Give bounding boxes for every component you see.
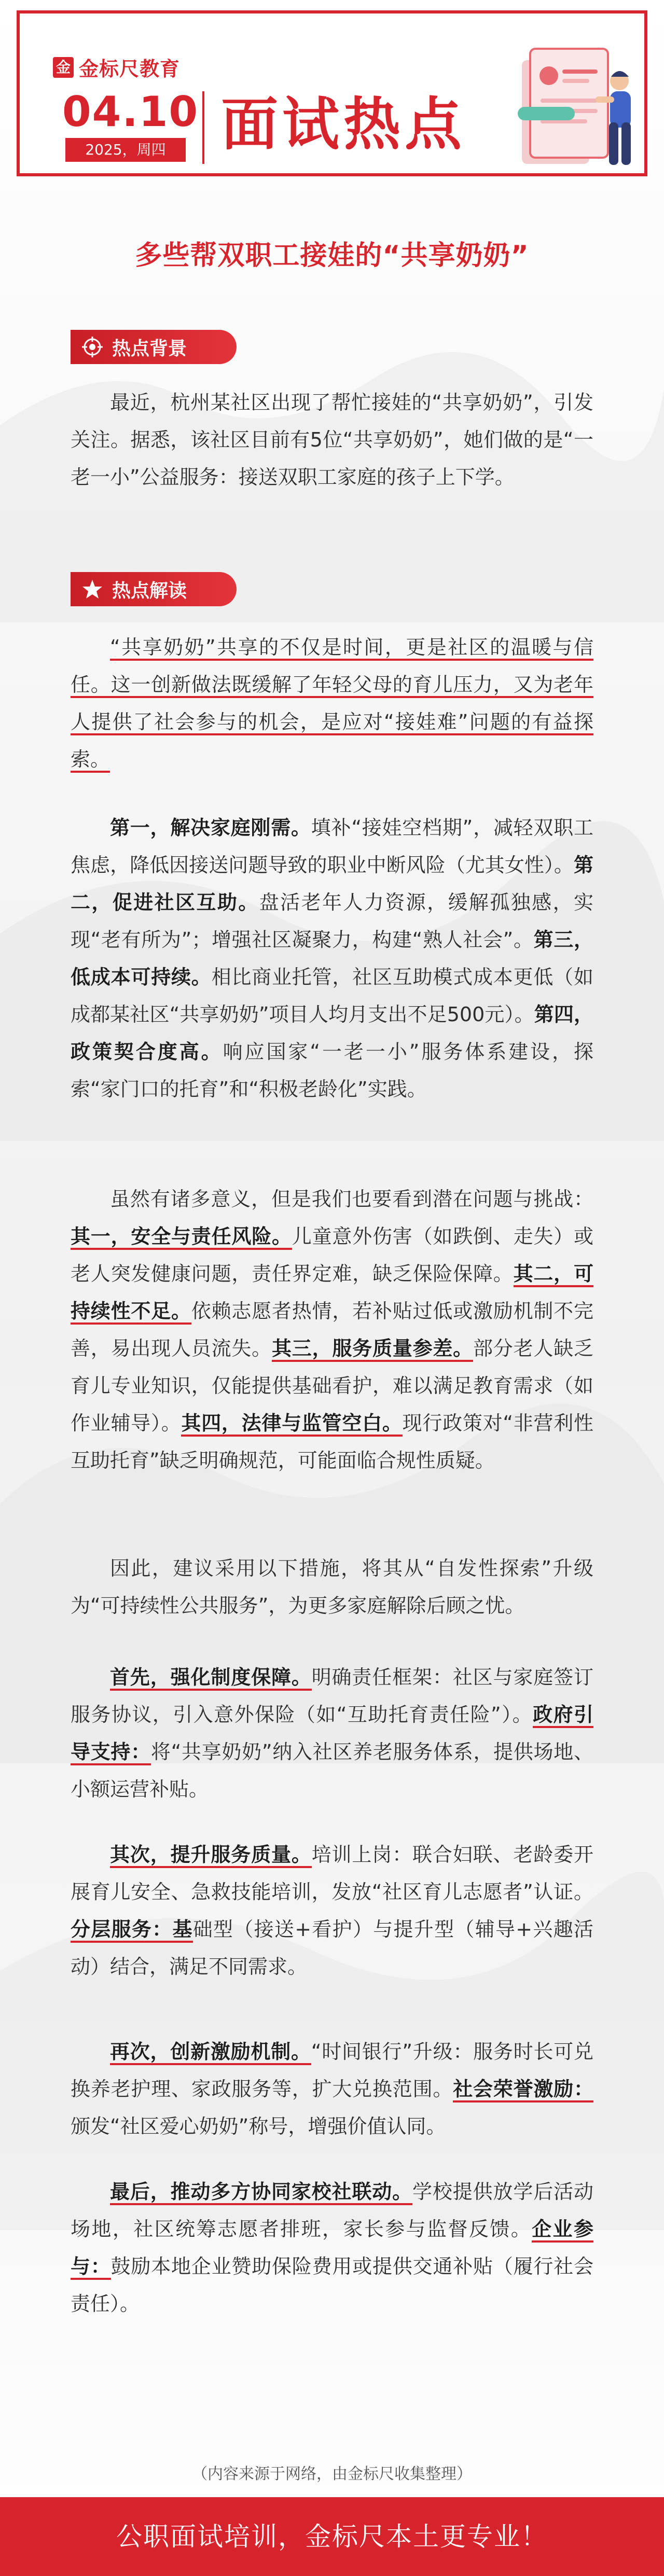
point-text: 学校提供放学后活动场地，社区统筹志愿者排班，家长参与监督反馈。	[71, 2180, 593, 2240]
brand-logo-mark: 金	[53, 57, 74, 78]
paragraph-measure-3	[71, 2033, 593, 2145]
point-heading: 其三，服务质量参差。	[272, 1337, 473, 1362]
point-heading: 其二，可持续性不足。	[71, 1262, 593, 1325]
section-tag-label: 热点解读	[112, 580, 187, 602]
point-heading: 社会荣誉激励：	[453, 2078, 593, 2102]
point-text: 颁发“社区爱心奶奶”称号，增强价值认同。	[71, 2115, 446, 2138]
header-banner	[17, 10, 647, 176]
point-text: 现行政策对“非营利性互助托育”缺乏明确规范，可能面临合规性质疑。	[71, 1412, 593, 1472]
point-text: 础型（接送+看护）与提升型（辅导+兴趣活动）结合，满足不同需求。	[71, 1918, 593, 1978]
point-heading: 最后，推动多方协同家校社联动。	[110, 2180, 412, 2205]
section-tag-analysis	[71, 572, 237, 606]
paragraph-intro-analysis	[71, 629, 593, 778]
paragraph-measure-2	[71, 1836, 593, 1985]
point-text: 盘活老年人力资源，缓解孤独感，实现“老有所为”；增强社区凝聚力，构建“熟人社会”。	[71, 891, 593, 951]
header-divider	[202, 91, 204, 164]
point-heading: 首先，强化制度保障。	[110, 1666, 312, 1691]
point-text: 鼓励本地企业赞助保险费用或提供交通补贴（履行社会责任）。	[71, 2255, 593, 2315]
paragraph-background: 最近，杭州某社区出现了帮忙接娃的“共享奶奶”，引发关注。据悉，该社区目前有5位“共享奶奶”，她们做的是“一老一小”公益服务：接送双职工家庭的孩子上下学。	[71, 391, 593, 489]
section-tag-label: 热点背景	[112, 338, 187, 359]
content-source-note: （内容来源于网络，由金标尺收集整理）	[192, 2465, 472, 2483]
paragraph-measure-4	[71, 2173, 593, 2322]
point-text: 相比商业托管，社区互助模式成本更低（如成都某社区“共享奶奶”项目人均月支出不足500元）。	[71, 966, 593, 1026]
point-text: 明确责任框架：社区与家庭签订服务协议，引入意外保险（如“互助托育责任险”）。	[71, 1666, 593, 1726]
reader-illustration-icon	[518, 45, 642, 174]
point-heading: 其次，提升服务质量。	[110, 1843, 312, 1868]
point-text: 虽然有诸多意义，但是我们也要看到潜在问题与挑战：	[110, 1188, 593, 1210]
star-icon	[82, 579, 103, 600]
point-heading: 再次，创新激励机制。	[110, 2040, 311, 2065]
section-tag-background	[71, 330, 237, 364]
point-heading: 企业参与：	[71, 2218, 593, 2280]
paragraph-measure-1	[71, 1659, 593, 1808]
footer-slogan-banner: 公职面试培训，金标尺本土更专业！	[0, 2497, 664, 2576]
issue-date: 04.10	[62, 88, 199, 136]
point-text: 将“共享奶奶”纳入社区养老服务体系，提供场地、小额运营补贴。	[71, 1740, 593, 1801]
paragraph-challenges	[71, 1180, 593, 1479]
article-title: 多些帮双职工接娃的“共享奶奶”	[135, 240, 529, 271]
point-text: 培训上岗：联合妇联、老龄委开展育儿安全、急救技能培训，发放“社区育儿志愿者”认证。	[71, 1843, 593, 1903]
point-heading: 第三，低成本可持续。	[71, 928, 593, 988]
paragraph-transition: 因此，建议采用以下措施，将其从“自发性探索”升级为“可持续性公共服务”，为更多家庭解除后顾之忧。	[71, 1557, 593, 1617]
point-heading: 第一，解决家庭刚需。	[110, 816, 311, 839]
target-icon	[82, 337, 103, 357]
point-heading: 第四，政策契合度高。	[71, 1003, 593, 1063]
point-heading: 第二，促进社区互助。	[71, 854, 593, 914]
brand-logo	[53, 53, 180, 81]
point-text: 响应国家“一老一小”服务体系建设，探索“家门口的托育”和“积极老龄化”实践。	[71, 1040, 593, 1101]
point-text: 填补“接娃空档期”，减轻双职工焦虑，降低因接送问题导致的职业中断风险（尤其女性）。	[71, 816, 593, 876]
point-text: 部分老人缺乏育儿专业知识，仅能提供基础看护，难以满足教育需求（如作业辅导）。	[71, 1337, 593, 1435]
point-text: 儿童意外伤害（如跌倒、走失）或老人突发健康问题，责任界定难，缺乏保险保障。	[71, 1225, 593, 1285]
issue-date-sub: 2025，周四	[65, 138, 186, 162]
point-heading: 其四，法律与监管空白。	[181, 1412, 402, 1437]
paragraph-significance	[71, 809, 593, 1108]
point-text: 依赖志愿者热情，若补贴过低或激励机制不完善，易出现人员流失。	[71, 1300, 593, 1360]
brand-name: 金标尺教育	[79, 58, 181, 80]
point-heading: 分层服务：基	[71, 1918, 193, 1943]
point-heading: 其一，安全与责任风险。	[71, 1225, 292, 1250]
underlined-text: “共享奶奶”共享的不仅是时间，更是社区的温暖与信任。这一创新做法既缓解了年轻父母的育儿压力，又为老年人提供了社会参与的机会，是应对“接娃难”问题的有益探索。	[71, 636, 593, 773]
header-title: 面试热点	[221, 91, 466, 158]
point-text: “时间银行”升级：服务时长可兑换养老护理、家政服务等，扩大兑换范围。	[71, 2040, 593, 2100]
point-heading: 政府引导支持：	[71, 1703, 593, 1765]
